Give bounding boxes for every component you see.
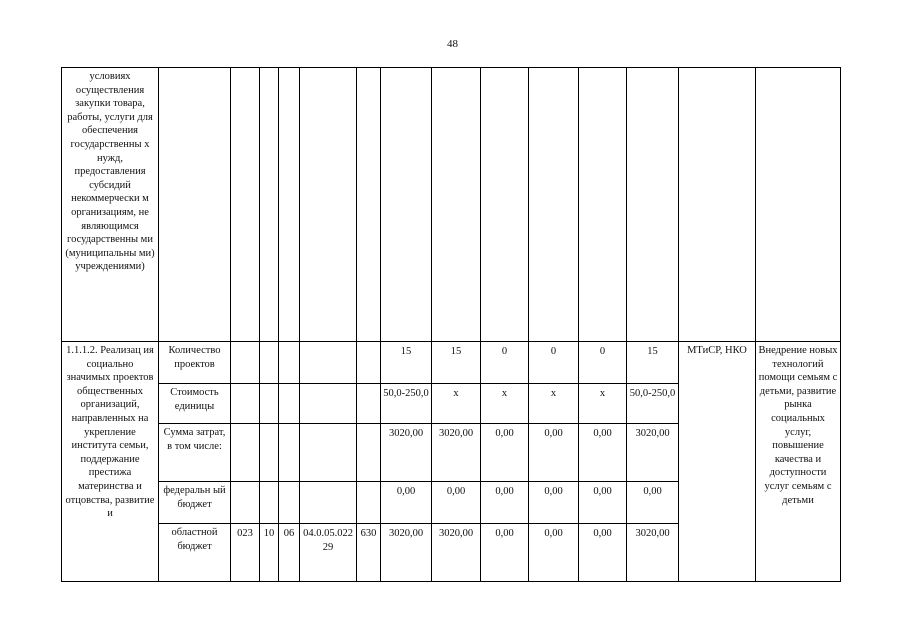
value-cell: х <box>481 384 529 424</box>
value-cell: х <box>432 384 481 424</box>
value-cell: 3020,00 <box>432 524 481 582</box>
indicator-name: областной бюджет <box>159 524 231 582</box>
indicator-name: Количество проектов <box>159 342 231 384</box>
budget-table <box>61 67 841 582</box>
expected-result: Внедрение новых технологий помощи семьям с детьми, развитие рынка социальных услуг, повышение качества и доступности услуг семьям с детьми <box>756 342 841 582</box>
value-cell: 0 <box>529 342 579 384</box>
expense-type-code: 630 <box>357 524 381 582</box>
value-cell: 15 <box>627 342 679 384</box>
event-description-continued: условиях осуществления закупки товара, работы, услуги для обеспечения государственны х нужд, предоставления субсидий некоммерчески м организациям, не являющимся государственны ми (муниципальны ми) учреждениями) <box>62 68 159 342</box>
value-cell: 0,00 <box>579 424 627 482</box>
value-cell: 3020,00 <box>627 524 679 582</box>
value-cell: 15 <box>432 342 481 384</box>
value-cell: 3020,00 <box>432 424 481 482</box>
grbs-code: 023 <box>231 524 260 582</box>
value-cell: 3020,00 <box>627 424 679 482</box>
value-cell: 0,00 <box>432 482 481 524</box>
table-row <box>62 342 841 384</box>
value-cell: 3020,00 <box>381 424 432 482</box>
section-code: 10 <box>260 524 279 582</box>
value-cell: 50,0-250,0 <box>627 384 679 424</box>
value-cell: 0,00 <box>481 482 529 524</box>
value-cell: 0,00 <box>481 524 529 582</box>
value-cell: 0,00 <box>381 482 432 524</box>
continuation-row <box>62 68 841 342</box>
value-cell: х <box>529 384 579 424</box>
value-cell: х <box>579 384 627 424</box>
subsection-code: 06 <box>279 524 300 582</box>
event-name: 1.1.1.2. Реализац ия социально значимых проектов общественных организаций, направленных на укрепление института семьи, поддержание престижа материнства и отцовства, развитие и <box>62 342 159 582</box>
indicator-name: федеральн ый бюджет <box>159 482 231 524</box>
value-cell: 0,00 <box>529 482 579 524</box>
value-cell: 0,00 <box>579 482 627 524</box>
indicator-name: Стоимость единицы <box>159 384 231 424</box>
value-cell: 0 <box>481 342 529 384</box>
value-cell: 0,00 <box>529 424 579 482</box>
executor: МТиСР, НКО <box>679 342 756 582</box>
value-cell: 0,00 <box>481 424 529 482</box>
value-cell: 3020,00 <box>381 524 432 582</box>
value-cell: 0,00 <box>579 524 627 582</box>
target-article-code: 04.0.05.02229 <box>300 524 357 582</box>
value-cell: 50,0-250,0 <box>381 384 432 424</box>
value-cell: 0,00 <box>627 482 679 524</box>
page-number: 48 <box>447 38 458 50</box>
indicator-name: Сумма затрат, в том числе: <box>159 424 231 482</box>
value-cell: 0,00 <box>529 524 579 582</box>
value-cell: 0 <box>579 342 627 384</box>
value-cell: 15 <box>381 342 432 384</box>
